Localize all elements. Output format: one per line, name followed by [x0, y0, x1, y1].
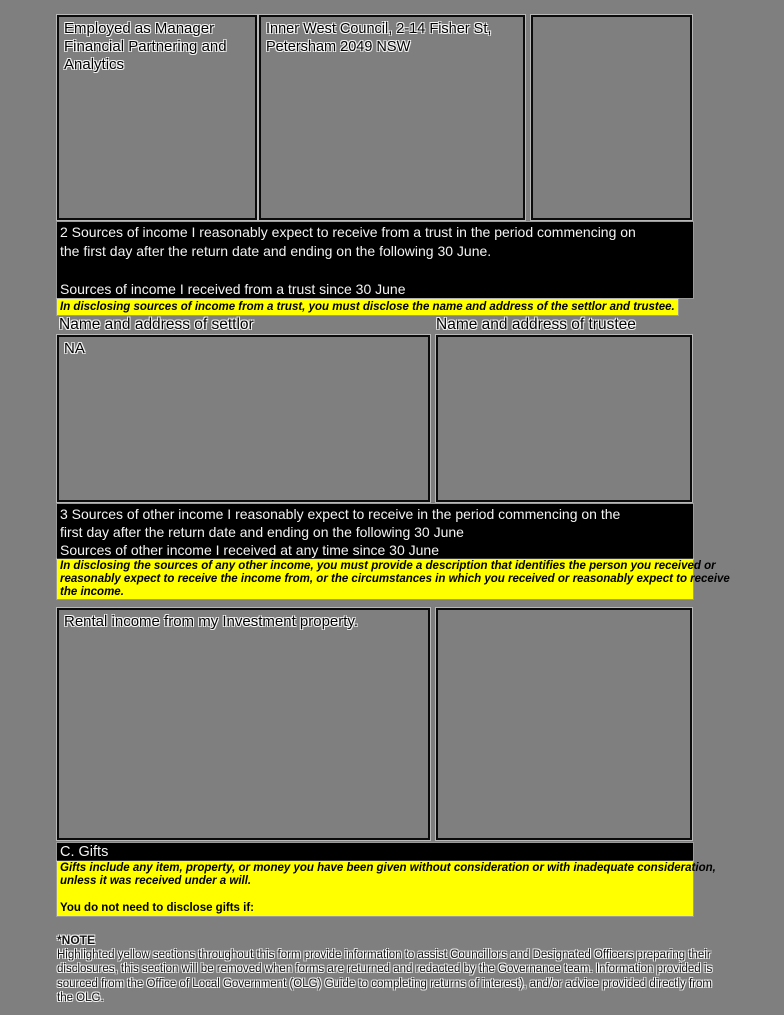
trustee-field[interactable]: [436, 335, 692, 502]
occupation-field[interactable]: Employed as Manager Financial Partnering and Analytics: [57, 15, 257, 220]
section2-heading-line: [60, 261, 690, 280]
gifts-guidance-highlight: [57, 861, 716, 916]
section3-heading-line: first day after the return date and ending on the following 30 June: [60, 524, 464, 540]
footnote: [57, 933, 747, 1006]
footnote-line: Highlighted yellow sections throughout this form provide information to assist Councillors and Designated Officers preparing their: [57, 949, 711, 961]
employer-address-field[interactable]: Inner West Council, 2-14 Fisher St, Petersham 2049 NSW: [259, 15, 525, 220]
section3-heading-line: 3 Sources of other income I reasonably expect to receive in the period commencing on the: [60, 506, 621, 522]
gifts-guidance-plain-line: You do not need to disclose gifts if:: [60, 901, 255, 914]
section3-guidance-highlight: [57, 559, 730, 599]
section2-guidance-highlight: In disclosing sources of income from a trust, you must disclose the name and address of the settlor and trustee.: [57, 299, 678, 315]
other-income-field[interactable]: Rental income from my Investment property.: [57, 608, 430, 840]
gifts-heading: C. Gifts: [60, 844, 109, 860]
footnote-title: *NOTE: [57, 933, 96, 947]
trustee-column-header: Name and address of trustee: [436, 316, 636, 333]
settlor-field[interactable]: NA: [57, 335, 430, 502]
section3-guidance-line: reasonably expect to receive the income from, or the circumstances in which you received or reasonably expect to receive: [60, 573, 730, 586]
footnote-line: the OLG.: [57, 992, 104, 1005]
other-income-second-field[interactable]: [436, 608, 692, 840]
section2-heading-band: [57, 222, 693, 298]
gifts-guidance-line: Gifts include any item, property, or money you have been given without consideration or with inadequate consideration,: [60, 862, 716, 874]
section3-guidance-line: the income.: [60, 586, 124, 599]
section2-heading-line: Sources of income I received from a trust since 30 June: [60, 281, 406, 297]
gifts-guidance-line: unless it was received under a will.: [60, 875, 252, 888]
section2-heading-line: 2 Sources of income I reasonably expect to receive from a trust in the period commencing on: [60, 224, 636, 240]
section3-heading-band: [57, 504, 693, 559]
section3-guidance-line: In disclosing the sources of any other income, you must provide a description that identifies the person you received or: [60, 560, 716, 572]
gifts-guidance-blank-line: [60, 888, 690, 901]
footnote-line: disclosures, this section will be removed when forms are returned and redacted by the Governance team. Information provided is: [57, 963, 713, 976]
gifts-heading-band: [57, 843, 693, 861]
footnote-line: sourced from the Office of Local Government (OLG) Guide to completing returns of interest), and/or advice provided directly from: [57, 977, 712, 990]
section2-heading-line: the first day after the return date and ending on the following 30 June.: [60, 243, 492, 259]
settlor-column-header: Name and address of settlor: [59, 316, 254, 333]
employment-extra-field[interactable]: [531, 15, 692, 220]
section3-heading-line: Sources of other income I received at any time since 30 June: [60, 542, 439, 558]
